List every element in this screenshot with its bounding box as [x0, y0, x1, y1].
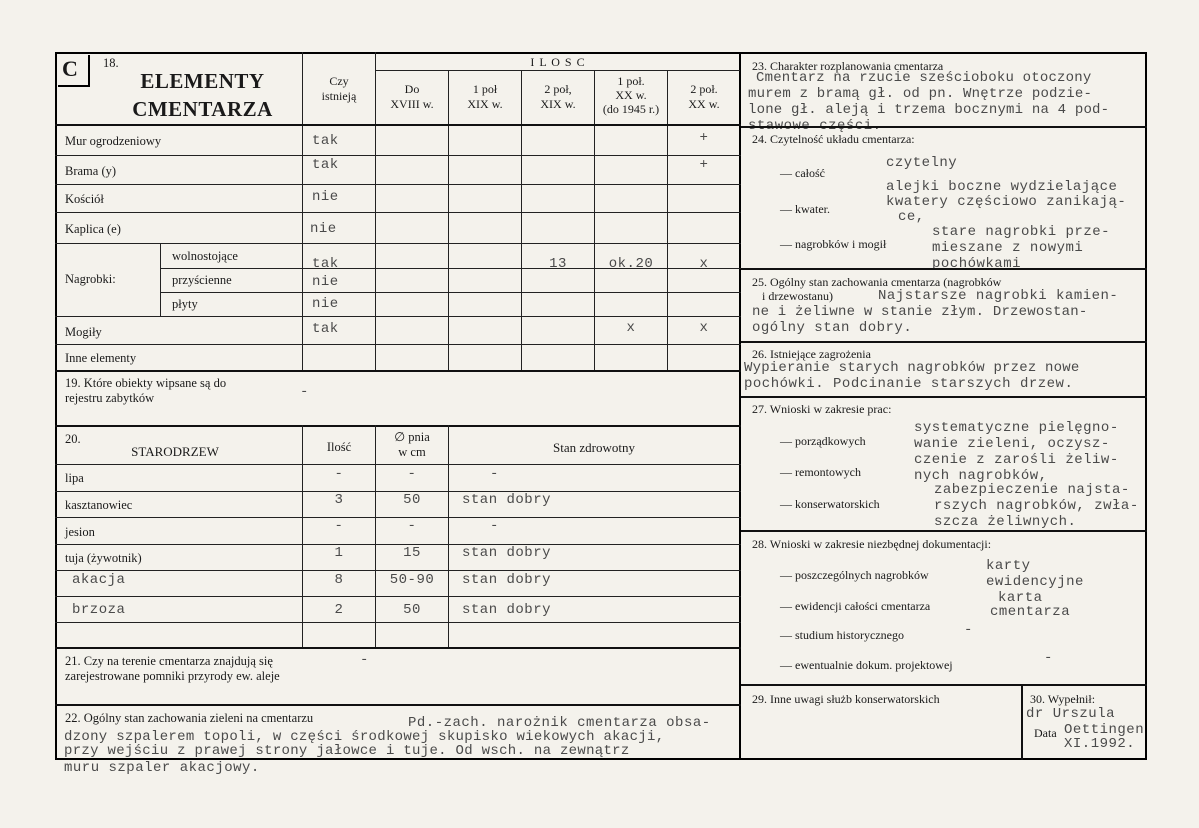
- row-kosciol: Kościół: [65, 192, 104, 206]
- tree-dia: 15: [403, 545, 421, 561]
- q19-value: -: [300, 384, 309, 400]
- tree-qty: 8: [334, 572, 344, 588]
- q20-header: STARODRZEW: [131, 444, 219, 459]
- q28-ewidencji: — ewidencji całości cmentarza: [780, 599, 931, 613]
- q22-line-3: przy wejściu z prawej strony jałowce i tuje. Od wsch. na zewnątrz: [64, 743, 630, 759]
- exists-przysc: nie: [312, 274, 339, 290]
- q30-data-label: Data: [1034, 726, 1057, 740]
- q28-poszczegolnych: — poszczególnych nagrobków: [780, 568, 929, 582]
- col-header-5: 2 poł. XX w.: [688, 82, 720, 111]
- q27-label: 27. Wnioski w zakresie prac:: [752, 402, 892, 416]
- exists-brama: tak: [312, 157, 339, 173]
- q27-kons-value-3: szcza żeliwnych.: [934, 514, 1077, 530]
- tree-qty: 1: [334, 545, 344, 561]
- mogily-c4: x: [626, 320, 636, 336]
- tree-state: -: [490, 518, 499, 534]
- q28-ewid-value-1: karta: [998, 590, 1043, 606]
- q24-calosc-value: czytelny: [886, 155, 958, 171]
- q24-kwater-value-1: alejki boczne wydzielające: [886, 179, 1118, 195]
- exists-mur: tak: [312, 133, 339, 149]
- q27-porzadkowych: — porządkowych: [780, 434, 866, 448]
- q28-poszcz-value-1: karty: [986, 558, 1031, 574]
- q23-line-4: stawowe części.: [748, 118, 882, 134]
- row-brama: Brama (y): [65, 164, 117, 178]
- row-mogily: Mogiły: [65, 325, 102, 339]
- tree-dia: 50: [403, 492, 421, 508]
- col-header-1: Do XVIII w.: [390, 82, 434, 111]
- tree-dia: 50-90: [389, 572, 435, 588]
- q22-label: 22. Ogólny stan zachowania zieleni na cmentarzu: [65, 711, 314, 725]
- tree-name: akacja: [72, 572, 126, 588]
- q25-value-3: ogólny stan dobry.: [752, 320, 913, 336]
- tree-qty: -: [334, 518, 344, 534]
- wolno-c3: 13: [549, 256, 567, 272]
- q28-ewid-value-2: cmentarza: [990, 604, 1071, 620]
- q26-label: 26. Istniejące zagrożenia: [752, 347, 871, 361]
- tree-state: stan dobry: [462, 545, 552, 561]
- q27-porz-value-4: nych nagrobków,: [914, 468, 1048, 484]
- q27-porz-value-3: czenie z zarośli żeliw-: [914, 452, 1119, 468]
- ilosc-header: I L O S C: [530, 55, 586, 69]
- czy-istnieja-header: Czy istnieją: [321, 74, 357, 103]
- q24-nagrobkow-value-1: stare nagrobki prze-: [932, 224, 1111, 240]
- q21-label: 21. Czy na terenie cmentarza znajdują się zarejestrowane pomniki przyrody ew. aleje: [65, 654, 280, 683]
- q23-line-2: murem z bramą gł. od pn. Wnętrze podzie-: [748, 86, 1093, 102]
- col-header-3: 2 poł, XIX w.: [540, 82, 576, 111]
- q30-name-2: Oettingen: [1064, 722, 1145, 738]
- q23-line-1: Cmentarz na rzucie sześcioboku otoczony: [756, 70, 1092, 86]
- q25-label: 25. Ogólny stan zachowania cmentarza (nagrobków i drzewostanu): [752, 275, 1002, 303]
- brama-c5: +: [699, 157, 709, 173]
- q23-line-3: lone gł. aleją i trzema bocznymi na 4 pod-: [748, 102, 1110, 118]
- q27-porz-value-1: systematyczne pielęgno-: [914, 420, 1119, 436]
- q27-kons-value-1: zabezpieczenie najsta-: [934, 482, 1130, 498]
- q24-nagrobkow-value-3: pochówkami: [932, 256, 1022, 272]
- title-line-2: CMENTARZA: [132, 97, 273, 121]
- row-mur: Mur ogrodzeniowy: [65, 134, 162, 148]
- q26-value-1: Wypieranie starych nagrobków przez nowe: [744, 360, 1080, 376]
- q22-line-2: dzony szpalerem topoli, w części środkowej skupisko wiekowych akacji,: [64, 729, 665, 745]
- q27-konserwatorskich: — konserwatorskich: [780, 497, 880, 511]
- col-header-4: 1 poł. XX w. (do 1945 r.): [602, 74, 660, 116]
- tree-dia: -: [407, 518, 417, 534]
- exists-plyty: nie: [312, 296, 339, 312]
- q20-col-stan: Stan zdrowotny: [553, 440, 635, 455]
- exists-wolno: tak: [312, 256, 339, 272]
- tree-name: brzoza: [72, 602, 126, 618]
- q28-studium: — studium historycznego: [780, 628, 904, 642]
- q20-col-pnia: ∅ pnia w cm: [394, 430, 430, 459]
- row-kaplica: Kaplica (e): [65, 222, 121, 236]
- q29-label: 29. Inne uwagi służb konserwatorskich: [752, 692, 940, 706]
- tree-qty: 2: [334, 602, 344, 618]
- q24-nagrobkow-value-2: mieszane z nowymi: [932, 240, 1084, 256]
- tree-name: tuja (żywotnik): [65, 551, 142, 565]
- tree-state: stan dobry: [462, 492, 552, 508]
- row-nagrobki: Nagrobki:: [65, 272, 116, 286]
- q25-value-1: Najstarsze nagrobki kamien-: [878, 288, 1119, 304]
- tree-dia: -: [407, 466, 417, 482]
- tree-dia: 50: [403, 602, 421, 618]
- q28-poszcz-value-2: ewidencyjne: [986, 574, 1084, 590]
- mur-c5: +: [699, 130, 709, 146]
- q24-kwater-value-3: ce,: [898, 209, 925, 225]
- q23-label: 23. Charakter rozplanowania cmentarza: [752, 59, 944, 73]
- row-inne: Inne elementy: [65, 351, 137, 365]
- row-plyty: płyty: [172, 297, 198, 311]
- q19-label: 19. Które obiekty wipsane są do rejestru zabytków: [65, 376, 227, 405]
- exists-kaplica: nie: [310, 221, 337, 237]
- section-number: 18.: [103, 56, 119, 70]
- tree-state: stan dobry: [462, 602, 552, 618]
- wolno-c4: ok.20: [608, 256, 654, 272]
- wolno-c5: x: [699, 256, 709, 272]
- q22-line-1: Pd.-zach. narożnik cmentarza obsa-: [408, 715, 711, 731]
- tree-state: stan dobry: [462, 572, 552, 588]
- mogily-c5: x: [699, 320, 709, 336]
- q27-kons-value-2: rszych nagrobków, zwła-: [934, 498, 1139, 514]
- section-letter: C: [62, 56, 78, 81]
- q30-label: 30. Wypełnił:: [1030, 692, 1096, 706]
- q25-value-2: ne i żeliwne w stanie złym. Drzewostan-: [752, 304, 1088, 320]
- q30-date: XI.1992.: [1064, 736, 1136, 752]
- title-line-1: ELEMENTY: [140, 69, 265, 93]
- q24-label: 24. Czytelność układu cmentarza:: [752, 132, 915, 146]
- tree-state: -: [490, 466, 499, 482]
- q27-porz-value-2: wanie zieleni, oczysz-: [914, 436, 1110, 452]
- q24-calosc: — całość: [780, 166, 825, 180]
- q24-nagrobkow: — nagrobków i mogił: [780, 237, 887, 251]
- q30-name-1: dr Urszula: [1026, 706, 1116, 722]
- q24-kwater: — kwater.: [780, 202, 830, 216]
- q21-value: -: [360, 652, 369, 668]
- tree-qty: 3: [334, 492, 344, 508]
- q28-ewentualnie: — ewentualnie dokum. projektowej: [780, 658, 953, 672]
- exists-mogily: tak: [312, 321, 339, 337]
- q20-number: 20.: [65, 432, 81, 446]
- q28-label: 28. Wnioski w zakresie niezbędnej dokumentacji:: [752, 537, 992, 551]
- q24-kwater-value-2: kwatery częściowo zanikają-: [886, 194, 1127, 210]
- q28-ewent-value: -: [1044, 650, 1053, 666]
- tree-name: jesion: [65, 525, 95, 539]
- q20-col-ilosc: Ilość: [326, 440, 352, 454]
- q22-line-4: muru szpaler akacjowy.: [64, 760, 260, 776]
- row-przyscienne: przyścienne: [172, 273, 232, 287]
- tree-name: lipa: [65, 471, 84, 485]
- q28-studium-value: -: [964, 622, 973, 638]
- q26-value-2: pochówki. Podcinanie starszych drzew.: [744, 376, 1074, 392]
- tree-name: kasztanowiec: [65, 498, 133, 512]
- q27-remontowych: — remontowych: [780, 465, 861, 479]
- exists-kosciol: nie: [312, 189, 339, 205]
- col-header-2: 1 poł XIX w.: [467, 82, 503, 111]
- tree-qty: -: [334, 466, 344, 482]
- row-wolnostojace: wolnostojące: [172, 249, 238, 263]
